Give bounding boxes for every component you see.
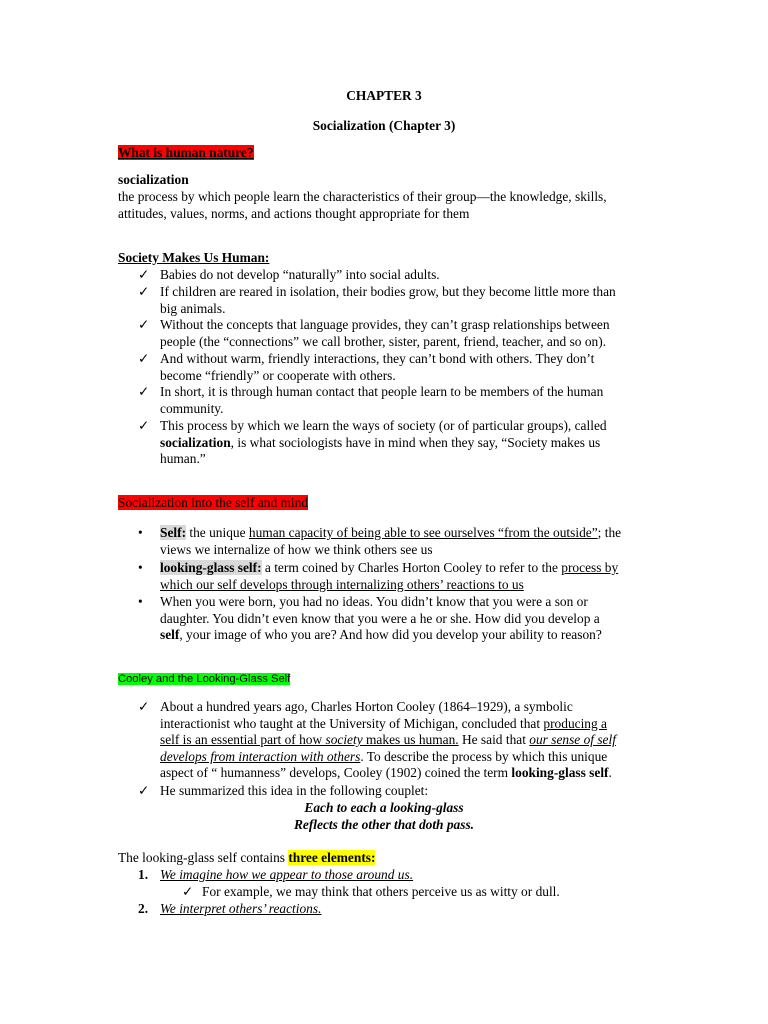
check-icon: ✓ xyxy=(182,884,194,899)
list-item-line: people (the “connections” we call brother, sister, parent, friend, teacher, and so on). xyxy=(160,333,607,349)
list-item-line: become “friendly” or cooperate with others. xyxy=(160,367,396,383)
elements-intro: The looking-glass self contains three elements: xyxy=(118,850,376,865)
bullet-icon: • xyxy=(138,594,143,609)
couplet-line-1: Each to each a looking-glass xyxy=(304,800,464,815)
item-number: 2. xyxy=(138,901,149,916)
check-icon: ✓ xyxy=(138,783,150,798)
heading-human-nature: What is human nature? xyxy=(118,145,254,160)
list-item-line: If children are reared in isolation, their bodies grow, but they become little more than xyxy=(160,284,616,299)
list-item-line: In short, it is through human contact that people learn to be members of the human xyxy=(160,384,604,399)
list-item-line: Babies do not develop “naturally” into social adults. xyxy=(160,267,440,282)
check-icon: ✓ xyxy=(138,284,150,299)
document-page: CHAPTER 3 Socialization (Chapter 3) What is human nature? socialization the process by which people learn the characteristics of their group—the knowledge, skills, attitudes, values, norms, and actions thought appropriate for them Society Makes Us Human: ✓ Babies do not develop “naturally” into social adults. ✓ If children are reared in isolation, their bodies grow, but they become little more than big animals. ✓ Without the concepts that language provides, they can’t grasp relationships between people (the “connections” we call brother, sister, parent, friend, teacher, and so on). ✓ And without warm, friendly interactions, they can’t bond with others. They don’t become “friendly” or cooperate with others. ✓ In short, it is through human contact that people learn to be members of the human community. ✓ This process by which we learn the ways of society (or of particular groups), called socialization, is what sociologists have in mind when they say, “Society makes us human.” Socialization into the self and mind • Self: the unique human capacity of being able to see ourselves “from the outside”; the views we internalize of how we think others see us • looking-glass self: a term coined by Charles Horton Cooley to refer to the process by which our self develops through internalizing others’ reactions to us • When you were born, you had no ideas. You didn’t know that you were a son or daughter. You didn’t even know that you were a he or she. How did you develop a self, your image of who you are? And how did you develop your ability to reason? Cooley and the Looking-Glass Self ✓ About a hundred years ago, Charles Horton Cooley (1864–1929), a symbolic interactionist who taught at the University of Michigan, concluded that producing a self is an essential part of how society makes us human. He said that our sense of self develops from interaction with others. To describe the process by which this unique aspect of “ humanness” develops, Cooley (1902) coined the term looking-glass self. ✓ He summarized this idea in the following couplet: Each to each a looking-glass Reflects the other that doth pass. The looking-glass self contains three elements: 1. We imagine how we appear to those around us. ✓ For example, we may think that others perceive us as witty or dull. 2. We interpret others’ reactions. xyxy=(0,0,768,1024)
list-item-line: community. xyxy=(160,400,224,416)
couplet-line-2: Reflects the other that doth pass. xyxy=(293,817,475,832)
check-icon: ✓ xyxy=(138,351,150,366)
check-icon: ✓ xyxy=(138,699,150,714)
heading-society-makes-us-human: Society Makes Us Human: xyxy=(118,250,270,265)
list-item-line: big animals. xyxy=(160,300,226,316)
heading-socialization-self-mind: Socialization into the self and mind xyxy=(118,495,309,510)
check-icon: ✓ xyxy=(138,418,150,433)
definition-line: attitudes, values, norms, and actions thought appropriate for them xyxy=(118,206,470,221)
term-socialization: socialization xyxy=(118,172,189,187)
bullet-icon: • xyxy=(138,525,143,540)
heading-cooley: Cooley and the Looking-Glass Self xyxy=(118,673,291,685)
list-item-line: And without warm, friendly interactions, they can’t bond with others. They don’t xyxy=(160,351,595,366)
bullet-icon: • xyxy=(138,560,143,575)
list-item-line: Without the concepts that language provides, they can’t grasp relationships between xyxy=(160,317,610,332)
item-number: 1. xyxy=(138,867,149,882)
definition-line: the process by which people learn the characteristics of their group—the knowledge, skills, xyxy=(118,189,607,204)
chapter-label: CHAPTER 3 xyxy=(346,88,422,103)
page-title: Socialization (Chapter 3) xyxy=(312,118,456,133)
check-icon: ✓ xyxy=(138,384,150,399)
check-icon: ✓ xyxy=(138,267,150,282)
check-icon: ✓ xyxy=(138,317,150,332)
